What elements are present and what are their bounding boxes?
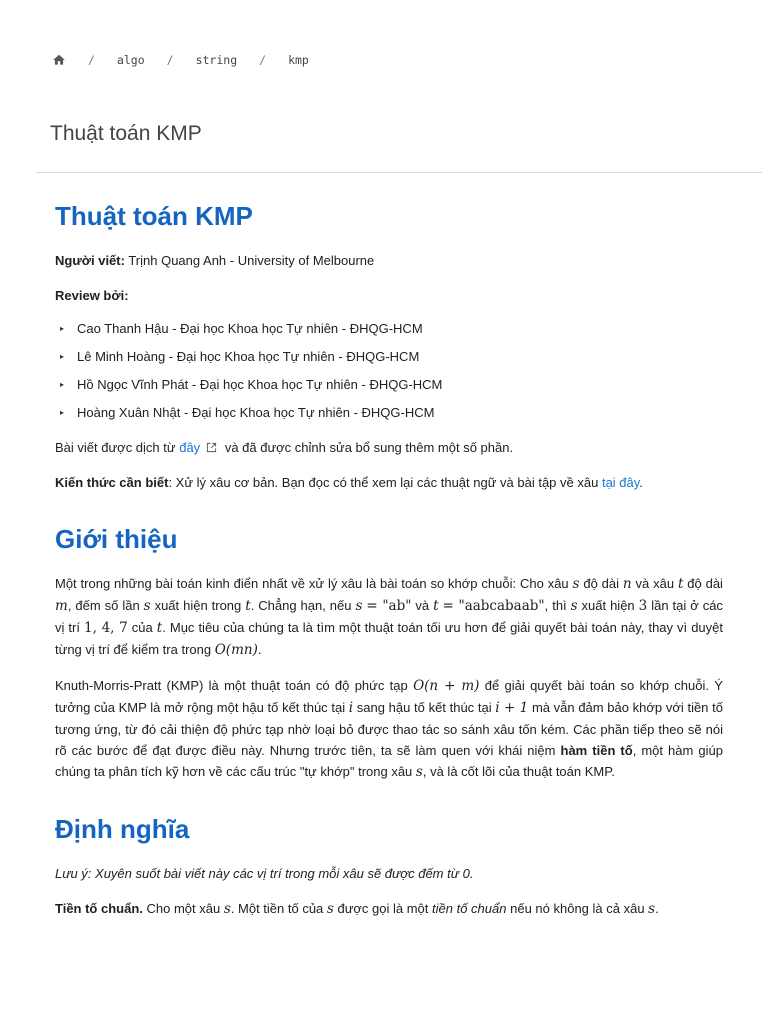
text: , thì xyxy=(544,598,567,613)
text: nếu nó không là cả xâu xyxy=(510,901,645,916)
math: i xyxy=(348,700,354,716)
text: lần tại ở các vị trí xyxy=(55,598,723,635)
text: . Chẳng hạn, nếu xyxy=(250,598,352,613)
text: . xyxy=(257,642,262,657)
intro-paragraph-1 xyxy=(55,573,723,661)
review-label: Review bởi: xyxy=(55,288,129,303)
text: Cho một xâu xyxy=(146,901,221,916)
math: s xyxy=(143,598,151,614)
external-link-icon[interactable] xyxy=(206,442,217,453)
list-item: ▸ Lê Minh Hoàng - Đại học Khoa học Tự nhiên - ĐHQG-HCM xyxy=(55,346,723,367)
text: . Mục tiêu của chúng ta là tìm một thuật toán tối ưu hơn để giải quyết bài toán này, thay vì duyệt từng vị trí để kiểm tra trong xyxy=(55,620,723,657)
text: được gọi là một xyxy=(337,901,429,916)
prerequisite-label: Kiến thức cần biết xyxy=(55,475,169,490)
math: = "ab" xyxy=(366,598,412,614)
text: . xyxy=(655,901,659,916)
breadcrumb-item-algo[interactable]: algo xyxy=(116,53,145,67)
prerequisite-link[interactable]: tại đây xyxy=(601,475,640,490)
prerequisite-text: : Xử lý xâu cơ bản. Bạn đọc có thể xem lại các thuật ngữ và bài tập về xâu xyxy=(168,475,599,490)
text: độ dài xyxy=(687,576,723,591)
review-label-line xyxy=(55,285,723,306)
section-heading-definition: Định nghĩa xyxy=(55,814,190,844)
math: 3 xyxy=(638,598,648,614)
math: s xyxy=(355,598,363,614)
text: mà vẫn đảm bảo khớp với tiền tố tương ứng, từ đó cải thiện độ phức tạp nhờ loại bỏ được thao tác so sánh xâu tốn kém. Các phần tiếp theo sẽ nói rõ các bước để đạt được điều này. Nhưng trước tiên, ta sẽ làm quen với khái niệm xyxy=(55,700,723,758)
breadcrumb-separator: / xyxy=(88,53,95,67)
reviewer-list xyxy=(55,318,723,423)
math: t xyxy=(433,598,439,614)
divider xyxy=(36,172,762,173)
page-title: Thuật toán KMP xyxy=(50,122,202,145)
translation-text: Bài viết được dịch từ xyxy=(55,440,176,455)
math: t xyxy=(156,620,163,636)
definition-note xyxy=(55,863,723,884)
list-item: ▸ Cao Thanh Hậu - Đại học Khoa học Tự nhiên - ĐHQG-HCM xyxy=(55,318,723,339)
text: Một trong những bài toán kinh điển nhất về xử lý xâu là bài toán so khớp chuỗi: Cho xâu xyxy=(55,576,569,591)
text: và xâu xyxy=(635,576,675,591)
text: Knuth-Morris-Pratt (KMP) là một thuật toán có độ phức tạp xyxy=(55,678,408,693)
math: n xyxy=(622,576,632,592)
text: , một hàm giúp chúng ta phân tích kỹ hơn về các cấu trúc "tự khớp" trong xâu xyxy=(55,743,723,779)
math: s xyxy=(326,901,334,917)
math: s xyxy=(570,598,578,614)
breadcrumb xyxy=(52,52,309,68)
home-icon[interactable] xyxy=(52,53,66,67)
author-line xyxy=(55,250,723,271)
text: . Một tiền tố của xyxy=(230,901,324,916)
section-heading-intro: Giới thiệu xyxy=(55,524,178,554)
math: m xyxy=(55,598,68,614)
article xyxy=(55,196,723,934)
bold-term: Tiền tố chuẩn. xyxy=(55,901,143,916)
math: O(mn) xyxy=(214,642,258,658)
math: s xyxy=(415,764,423,780)
text: để giải quyết bài toán so khớp chuỗi. Ý tưởng của KMP là mở rộng một hậu tố kết thúc tại xyxy=(55,678,723,715)
text: độ dài xyxy=(583,576,620,591)
bold-term: hàm tiền tố xyxy=(560,743,633,758)
breadcrumb-separator: / xyxy=(166,53,174,67)
text: , và là cốt lõi của thuật toán KMP. xyxy=(422,764,615,779)
list-item: ▸ Hồ Ngọc Vĩnh Phát - Đại học Khoa học Tự nhiên - ĐHQG-HCM xyxy=(55,374,723,395)
list-item: ▸ Hoàng Xuân Nhật - Đại học Khoa học Tự nhiên - ĐHQG-HCM xyxy=(55,402,723,423)
breadcrumb-item-string[interactable]: string xyxy=(195,53,238,67)
text: xuất hiện trong xyxy=(154,598,242,613)
author-label: Người viết: xyxy=(55,253,125,268)
definition-proper-prefix xyxy=(55,898,723,920)
text: sang hậu tố kết thúc tại xyxy=(356,700,492,715)
math: 1, 4, 7 xyxy=(84,620,128,636)
source-link[interactable]: đây xyxy=(179,440,201,455)
text: xuất hiện xyxy=(581,598,635,613)
math: = "aabcabaab" xyxy=(442,598,545,614)
article-title: Thuật toán KMP xyxy=(55,201,253,231)
translation-note xyxy=(55,437,723,458)
prerequisite-note xyxy=(55,472,723,493)
italic-note: Lưu ý: Xuyên suốt bài viết này các vị trí trong mỗi xâu sẽ được đếm từ 0. xyxy=(55,866,474,881)
text: , đếm số lần xyxy=(67,598,140,613)
math: t xyxy=(245,598,251,614)
math: O(n + m) xyxy=(413,678,480,694)
math: s xyxy=(648,901,656,917)
italic-term: tiền tố chuẩn xyxy=(432,901,507,916)
text: và xyxy=(415,598,430,613)
intro-paragraph-2 xyxy=(55,675,723,783)
period: . xyxy=(639,475,643,490)
math: s xyxy=(572,576,580,592)
breadcrumb-item-kmp[interactable]: kmp xyxy=(288,53,309,67)
translation-text: và đã được chỉnh sửa bổ sung thêm một số phần. xyxy=(224,440,514,455)
math: s xyxy=(223,901,231,917)
breadcrumb-separator: / xyxy=(259,53,267,67)
math: i + 1 xyxy=(495,700,529,716)
math: t xyxy=(677,576,684,592)
text: của xyxy=(131,620,153,635)
author-name: Trịnh Quang Anh - University of Melbourne xyxy=(128,253,375,268)
